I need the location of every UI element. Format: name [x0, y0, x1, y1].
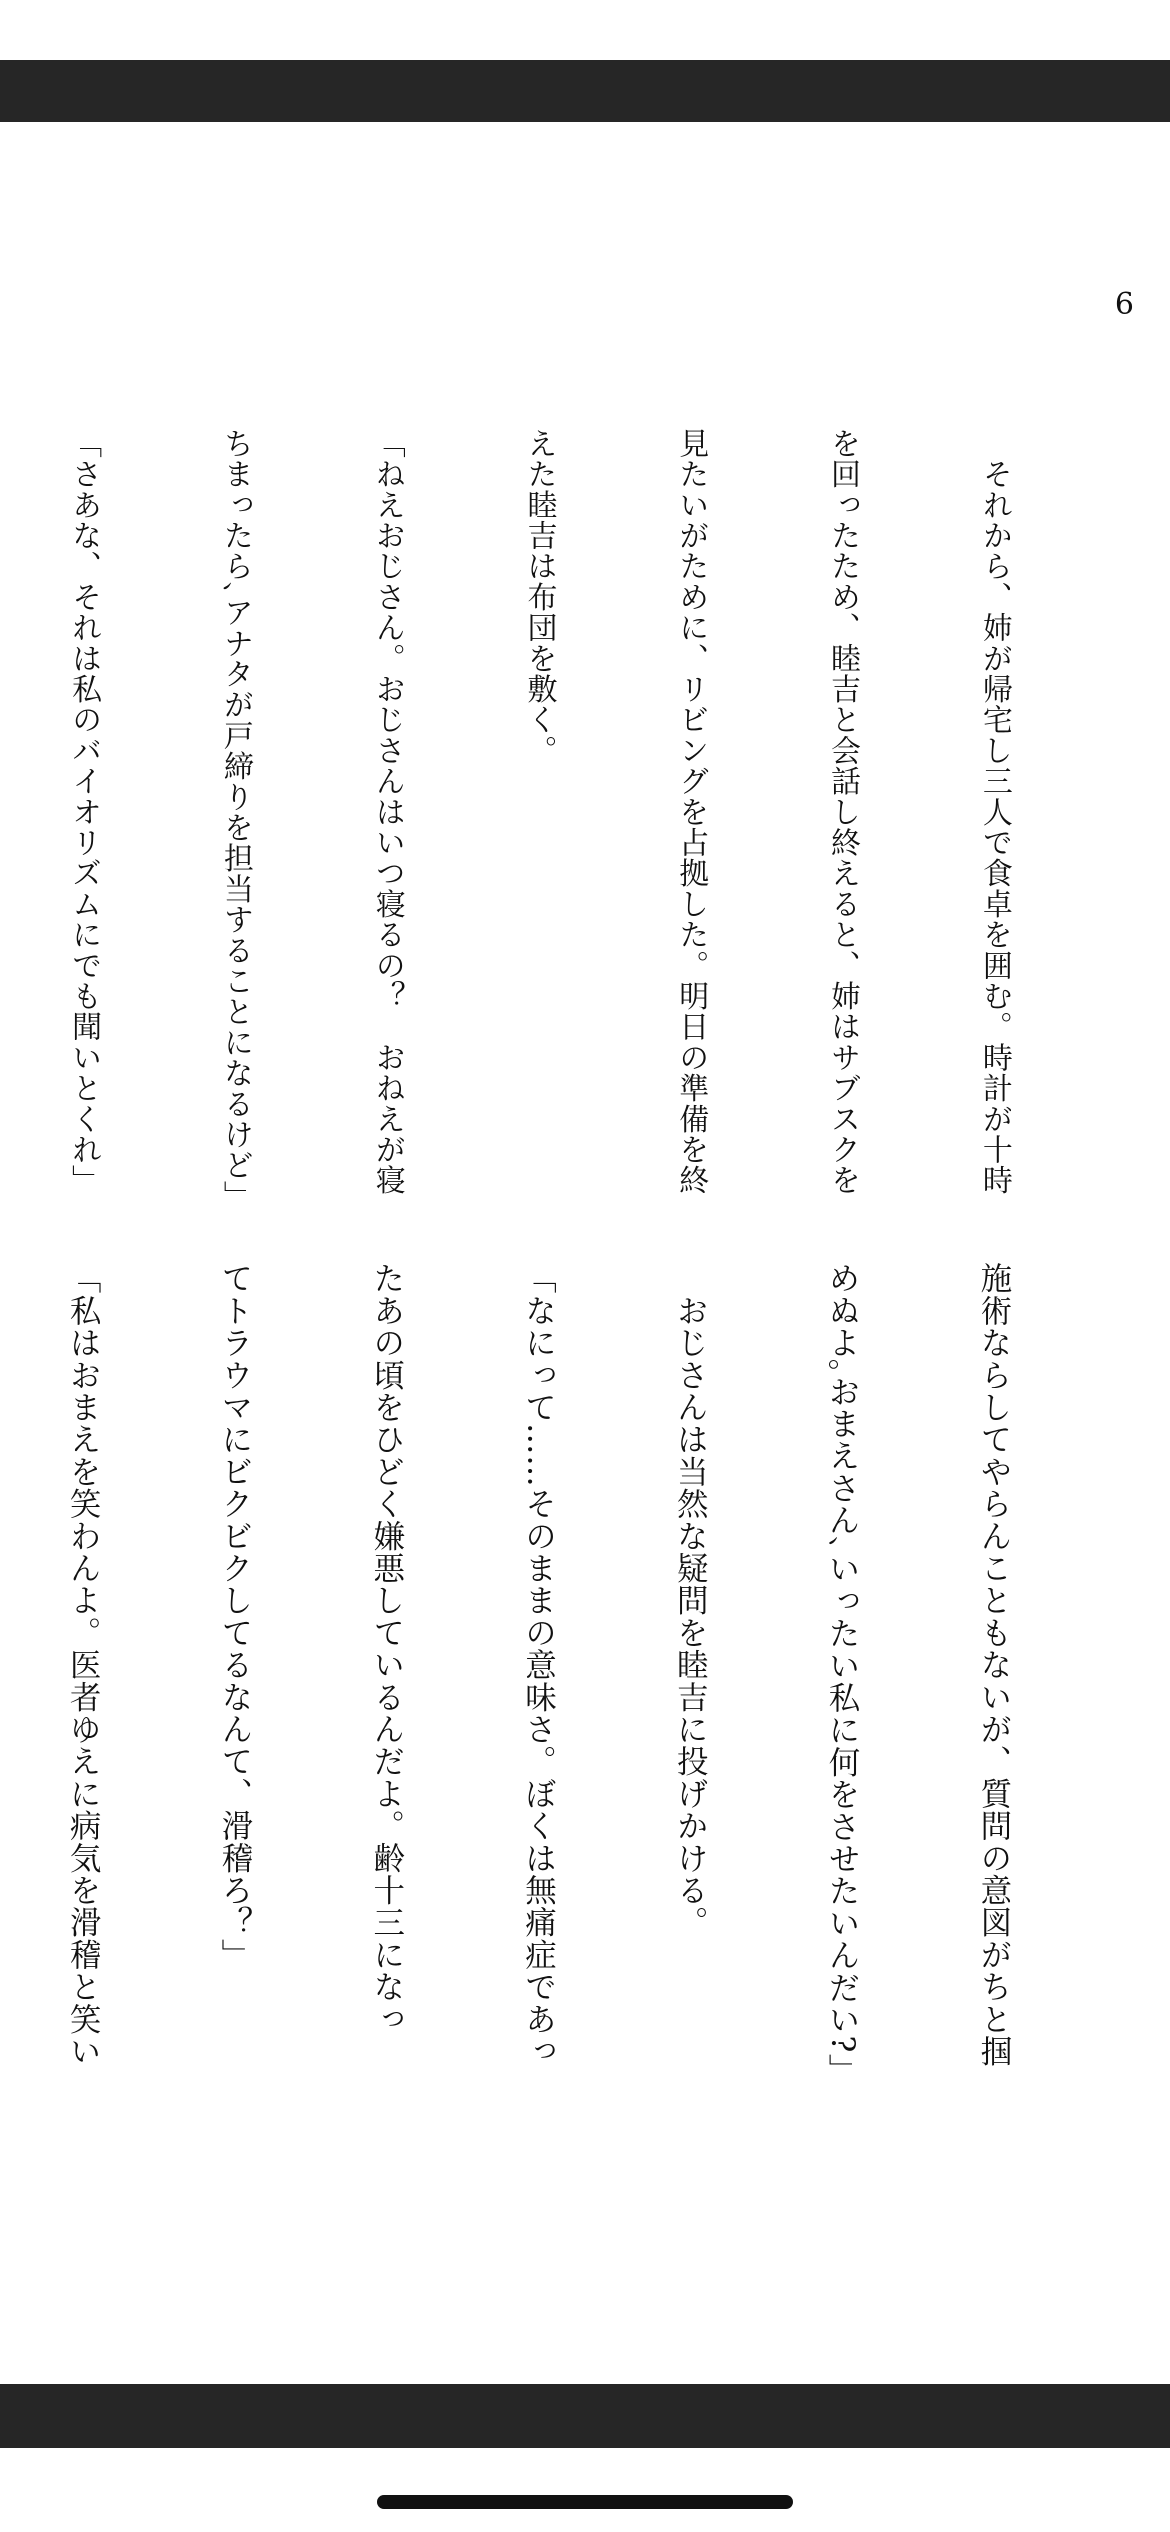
text-line: ちまったら､アナタが戸締りを担当することになるけど」: [217, 428, 253, 1212]
text-line: たあの頃をひどく嫌悪しているんだよ。齢十三になっ: [368, 1262, 405, 2035]
text-block-lower: [50, 1262, 1120, 2092]
text-line: 「さあな、それは私のバイオリズムにでも聞いとくれ」: [66, 428, 102, 1196]
text-block-upper: [50, 428, 1120, 1218]
text-line: 「なにって……そのままの意味さ。ぼくは無痛症であっ: [520, 1262, 557, 2067]
status-bar: [0, 0, 1170, 60]
text-line: 「私はおまえを笑わんよ。医者ゆえに病気を滑稽と笑い: [65, 1262, 102, 2067]
home-indicator[interactable]: [377, 2495, 793, 2509]
text-line: えた睦吉は布団を敷く。: [521, 428, 557, 766]
reader-top-bar[interactable]: [0, 60, 1170, 122]
reader-bottom-bar[interactable]: [0, 2384, 1170, 2448]
page-number: 6: [1114, 287, 1134, 322]
text-line: てトラウマにビクビクしてるなんて、滑稽ろ？」: [216, 1262, 253, 1971]
text-line: 見たいがために、リビングを占拠した。明日の準備を終: [673, 428, 709, 1196]
text-line: それから、姉が帰宅し三人で食卓を囲む。時計が十時: [976, 428, 1012, 1196]
text-line: めぬよ｡おまえさん､いったい私に何をさせたいんだい?」: [824, 1262, 861, 2086]
text-line: 「ねえおじさん。おじさんはいつ寝るの？ おねえが寝: [369, 428, 405, 1196]
text-line: を回ったため、睦吉と会話し終えると、姉はサブスクを: [825, 428, 861, 1196]
text-line: 施術ならしてやらんこともないが、質問の意図がちと掴: [975, 1262, 1012, 2067]
text-line: おじさんは当然な疑問を睦吉に投げかける。: [672, 1262, 709, 1939]
